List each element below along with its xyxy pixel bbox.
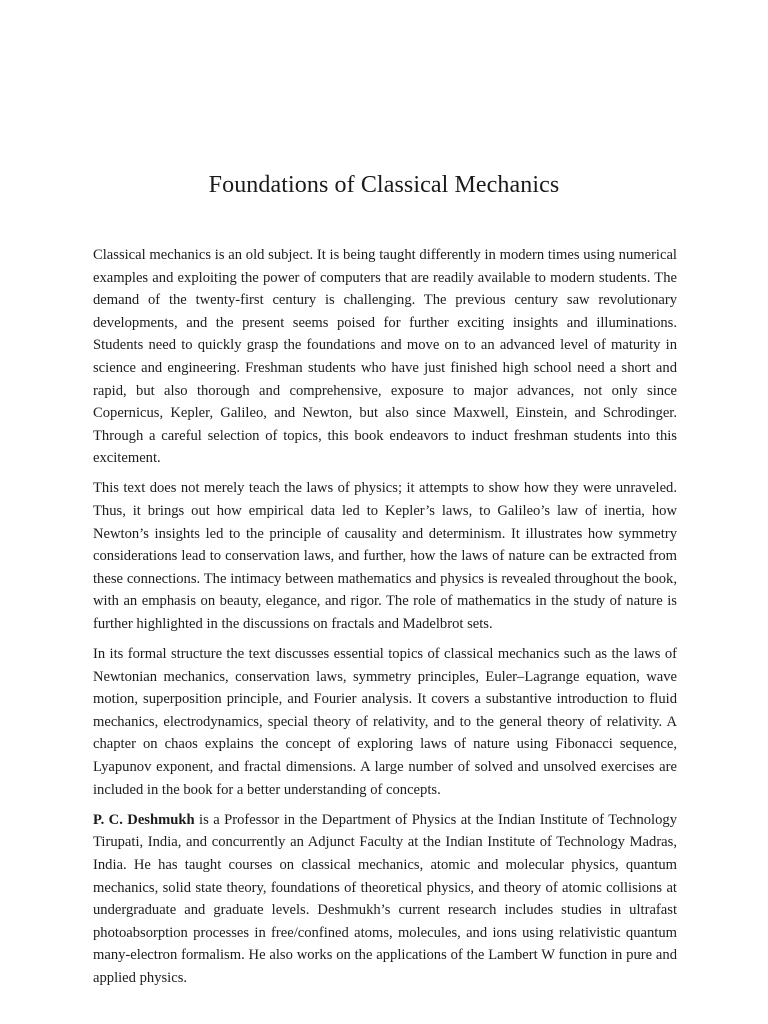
blurb-paragraph-2: This text does not merely teach the laws of physics; it attempts to show how they were unraveled. Thus, it brings out how empirical data led to Kepler’s laws, to Galileo’s law of inertia, how Newton’s insights led to the principle of causality and determinism. It illustrates how symmetry considerations lead to conservation laws, and further, how the laws of nature can be extracted from these connections. The intimacy between mathematics and physics is revealed throughout the book, with an emphasis on beauty, elegance, and rigor. The role of mathematics in the study of nature is further highlighted in the discussions on fractals and Madelbrot sets. bbox=[93, 480, 677, 632]
blurb-body bbox=[93, 244, 677, 997]
blurb-paragraph-3: In its formal structure the text discusses essential topics of classical mechanics such as the laws of Newtonian mechanics, conservation laws, symmetry principles, Euler–Lagrange equation, wave motion, superposition principle, and Fourier analysis. It covers a substantive introduction to fluid mechanics, electrodynamics, special theory of relativity, and to the general theory of relativity. A chapter on chaos explains the concept of exploring laws of nature using Fibonacci sequence, Lyapunov exponent, and fractal dimensions. A large number of solved and unsolved exercises are included in the book for a better understanding of concepts. bbox=[93, 646, 677, 798]
author-bio-paragraph bbox=[93, 809, 677, 990]
author-name: P. C. Deshmukh bbox=[93, 811, 195, 828]
author-bio-text: is a Professor in the Department of Physics at the Indian Institute of Technology Tirupati, India, and concurrently an Adjunct Faculty at the Indian Institute of Technology Madras, India. He has taught courses on classical mechanics, atomic and molecular physics, quantum mechanics, solid state theory, foundations of theoretical physics, and theory of atomic collisions at undergraduate and graduate levels. Deshmukh’s current research includes studies in ultrafast photoabsorption processes in free/confined atoms, molecules, and ions using relativistic quantum many-electron formalism. He also works on the applications of the Lambert W function in pure and applied physics. bbox=[93, 811, 677, 986]
blurb-paragraph-1: Classical mechanics is an old subject. It is being taught differently in modern times using numerical examples and exploiting the power of computers that are readily available to modern students. The demand of the twenty-first century is challenging. The previous century saw revolutionary developments, and the present seems poised for further exciting insights and illuminations. Students need to quickly grasp the foundations and move on to an advanced level of maturity in science and engineering. Freshman students who have just finished high school need a short and rapid, but also thorough and comprehensive, exposure to major advances, not only since Copernicus, Kepler, Galileo, and Newton, but also since Maxwell, Einstein, and Schrodinger. Through a careful selection of topics, this book endeavors to induct freshman students into this excitement. bbox=[93, 247, 677, 467]
book-title: Foundations of Classical Mechanics bbox=[208, 172, 560, 198]
